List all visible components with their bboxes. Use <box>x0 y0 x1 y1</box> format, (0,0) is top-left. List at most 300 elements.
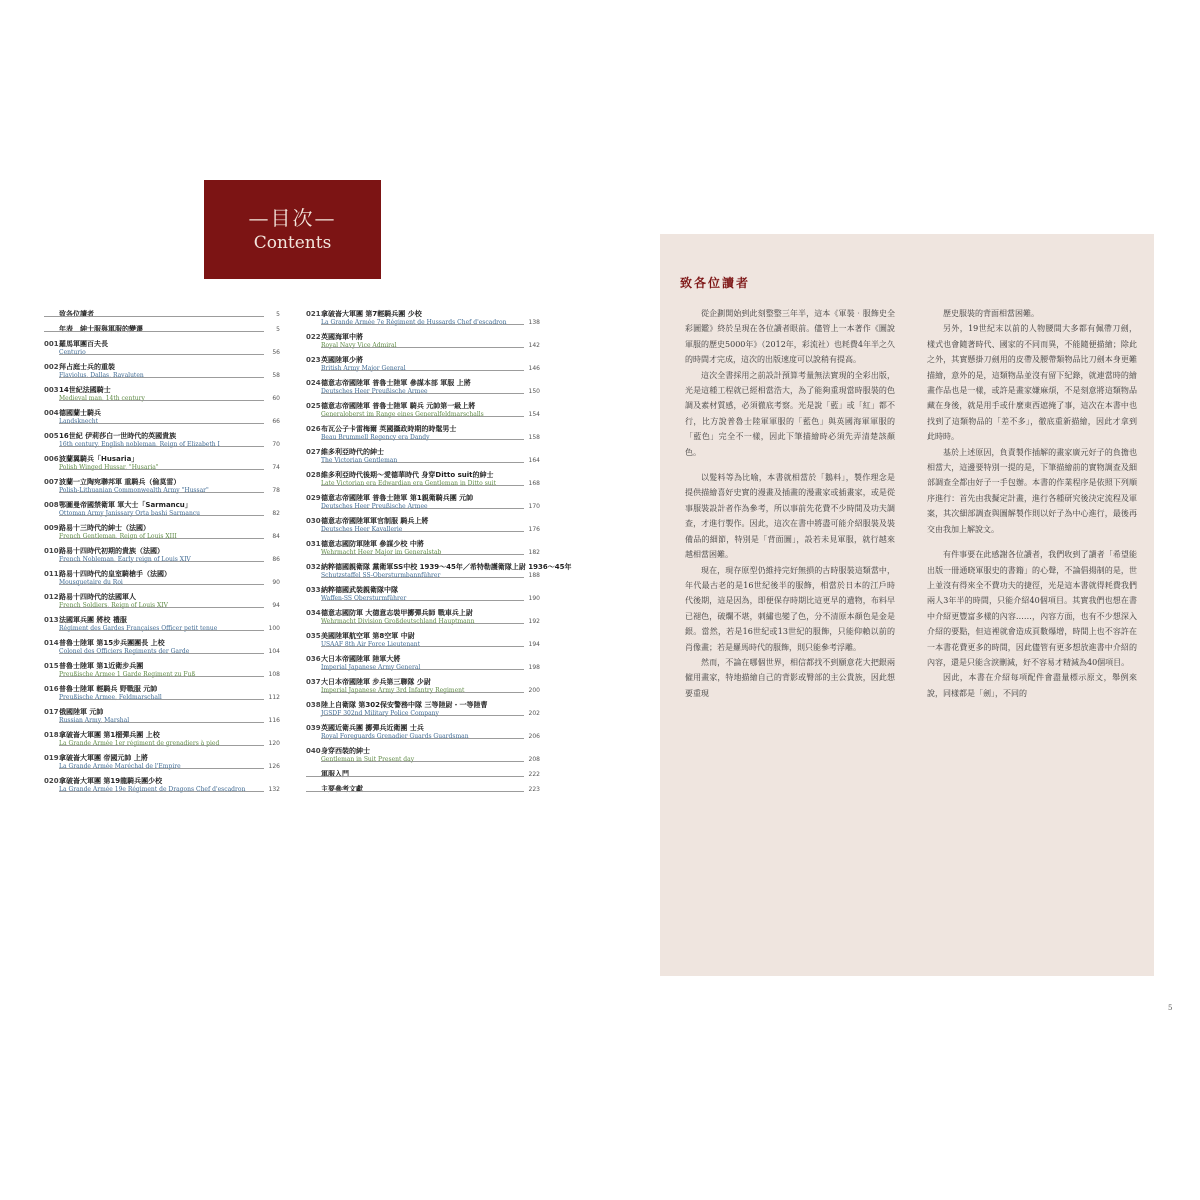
toc-leader-line <box>59 768 264 769</box>
toc-entry-number: 015 <box>44 662 59 670</box>
toc-entry-number: 022 <box>306 333 321 341</box>
toc-entry-subtitle: Centurio <box>59 349 86 356</box>
toc-entry-page: 120 <box>268 740 280 747</box>
toc-entry-page: 168 <box>528 480 540 487</box>
toc-leader-line <box>321 761 524 762</box>
reader-note-paragraph: 因此，本書在介紹每項配件會盡量標示原文，舉例來說，同樣都是「劍」，不同的 <box>927 673 1137 698</box>
toc-entry-page: 223 <box>528 786 540 793</box>
toc-entry-line <box>306 785 540 794</box>
toc-leader-line <box>59 400 264 401</box>
toc-leader-line <box>321 531 524 532</box>
contents-title-en: Contents <box>253 232 332 253</box>
toc-leader-line <box>59 492 264 493</box>
toc-column-left <box>44 310 280 800</box>
toc-entry-line <box>306 563 572 572</box>
reader-note-paragraph: 另外，19世紀末以前的人物腰間大多都有佩帶刀劍，樣式也會隨著時代、國家的不同而異，不能隨便描繪；除此之外，其實懸掛刀劍用的皮帶及腰帶類物品比刀劍本身更難描繪，意外的是，這類物品並沒有留下紀錄，就連當時的繪畫作品也是一樣，或許是畫家嫌麻煩，不是刻意將這類物品藏在身後，就是用手或什麼東西遮掩了事，這次在本書中也找到了這類物品的「差不多」，徹底重新描繪，因此才拿到此時時。 <box>927 324 1137 442</box>
toc-entry[interactable] <box>306 770 540 779</box>
toc-entry-page: 66 <box>272 418 280 425</box>
toc-entry-subtitle: Preußische Armee 1 Garde Regiment zu Fuß <box>59 671 196 678</box>
toc-leader-line <box>59 630 264 631</box>
toc-entry-subtitle: Polish Winged Hussar, "Husaria" <box>59 464 159 471</box>
toc-leader-line <box>321 577 524 578</box>
toc-entry-page: 132 <box>268 786 280 793</box>
toc-leader-line <box>59 446 264 447</box>
toc-column-right <box>306 310 572 800</box>
toc-entry-subtitle: Royal Foreguards Grenadier Guards Guardsman <box>321 733 469 740</box>
toc-entry-subtitle: Wehrmacht Heer Major im Generalstab <box>321 549 442 556</box>
toc-entry-subtitle: Polish-Lithuanian Commonwealth Army "Hussar" <box>59 487 209 494</box>
toc-entry-number: 036 <box>306 655 321 663</box>
contents-title-zh: —目次— <box>248 205 337 230</box>
toc-entry-line <box>306 448 540 457</box>
toc-entry-line <box>44 310 280 319</box>
toc-entry-subtitle: Wehrmacht Division Großdeutschland Hauptmann <box>321 618 475 625</box>
toc-entry-page: 5 <box>276 311 280 318</box>
toc-entry-line <box>44 340 280 349</box>
toc-entry[interactable] <box>306 785 540 794</box>
toc-leader-line <box>59 377 264 378</box>
toc-entry[interactable] <box>306 563 572 580</box>
toc-leader-line <box>44 316 264 317</box>
toc-entry-page: 190 <box>528 595 540 602</box>
toc-entry-page: 158 <box>528 434 540 441</box>
toc-entry-page: 112 <box>268 694 280 701</box>
toc-entry-title: 主要參考文獻 <box>321 785 363 793</box>
toc-entry[interactable] <box>44 432 280 449</box>
toc-entry-title: 路易十四時代的法國軍人 <box>59 593 136 601</box>
toc-leader-line <box>321 416 524 417</box>
toc-entry-line <box>306 471 540 480</box>
toc-entry-page: 126 <box>268 763 280 770</box>
toc-entry-number: 020 <box>44 777 59 785</box>
toc-entry-line <box>306 425 540 434</box>
toc-entry-title: 波蘭一立陶宛聯邦軍 重騎兵（倫莫雷） <box>59 478 181 486</box>
toc-entry-title: 維多利亞時代的紳士 <box>321 448 384 456</box>
toc-entry[interactable] <box>306 609 540 626</box>
toc-entry[interactable] <box>44 616 280 633</box>
toc-entry-line <box>44 731 280 740</box>
toc-entry-page: 5 <box>276 326 280 333</box>
toc-entry-line <box>44 547 280 556</box>
toc-entry-subtitle: Ottoman Army Janissary Orta bashi Sarmancu <box>59 510 201 517</box>
toc-entry-number: 017 <box>44 708 59 716</box>
toc-entry-subtitle: La Grande Armée 1er régiment de grenadiers à pied <box>59 740 220 747</box>
toc-entry-page: 198 <box>528 664 540 671</box>
toc-entry-number: 030 <box>306 517 321 525</box>
toc-entry-page: 164 <box>528 457 540 464</box>
toc-entry-number: 009 <box>44 524 59 532</box>
toc-leader-line <box>321 393 524 394</box>
toc-leader-line <box>59 469 264 470</box>
toc-entry-line <box>44 432 280 441</box>
reader-note-paragraph: 有件事要在此感謝各位讀者，我們收到了讀者「希望能出版一冊通晓軍服史的書籍」的心聲，不論倡揚制的是，世上並沒有得來全不費功夫的捷徑，光是這本書就得耗費我們兩人3年半的時間，只能介紹40個項目。其實我們也想在書中介紹更豐富多樣的內容……，內容方面，也有不少想深入介紹的要點，但這裡就會造成頁數爆增，時間上也不容許在一本書花費更多的時間，因此儘管有更多想放進書中介紹的內容，還是只能含淚刪減，好不容易才精減為40個項目。 <box>927 550 1137 667</box>
toc-leader-line <box>59 584 264 585</box>
toc-entry-line <box>44 616 280 625</box>
toc-entry-title: 法國軍兵團 將校 禮服 <box>59 616 127 624</box>
toc-entry[interactable] <box>44 310 280 319</box>
toc-leader-line <box>306 791 524 792</box>
toc-entry[interactable] <box>44 593 280 610</box>
toc-entry-subtitle: La Grande Armée 7e Régiment de Hussards Chef d'escadron <box>321 319 507 326</box>
toc-entry-number: 028 <box>306 471 321 479</box>
toc-entry-line <box>44 478 280 487</box>
toc-entry[interactable] <box>44 731 280 748</box>
toc-entry[interactable] <box>306 471 540 488</box>
reader-note-heading: 致各位讀者 <box>680 276 751 290</box>
toc-entry-page: 188 <box>528 572 540 579</box>
toc-leader-line <box>59 607 264 608</box>
toc-leader-line <box>321 646 524 647</box>
toc-entry-line <box>44 777 280 786</box>
toc-entry-line <box>44 593 280 602</box>
toc-entry-line <box>44 501 280 510</box>
toc-entry-number: 032 <box>306 563 321 571</box>
reader-note-paragraph: 從企劃開始到此刻整整三年半，這本《軍裝‧服飾史全彩圖鑑》終於呈現在各位讀者眼前。儘管上一本著作《圖說 軍服的歷史5000年》（2012年，彩流社）也耗費4年半之久的時間才完成，這次的出版速度可以說稍有提高。 <box>685 309 895 365</box>
toc-entry-page: 176 <box>528 526 540 533</box>
toc-entry-title: 德意志國防軍陸軍 參謀少校 中將 <box>321 540 424 548</box>
toc-entry[interactable] <box>44 455 280 472</box>
toc-entry[interactable] <box>306 747 540 764</box>
toc-entry-page: 150 <box>528 388 540 395</box>
toc-entry-page: 108 <box>268 671 280 678</box>
toc-entry-subtitle: Late Victorian era Edwardian era Gentleman in Ditto suit <box>321 480 496 487</box>
toc-leader-line <box>59 538 264 539</box>
toc-entry-title: 拿破崙大軍團 第19龍騎兵團少校 <box>59 777 163 785</box>
toc-entry-subtitle: Beau Brummell Regency era Dandy <box>321 434 430 441</box>
toc-entry-line <box>306 655 540 664</box>
toc-entry-number: 029 <box>306 494 321 502</box>
toc-entry-title: 俄國陸軍 元帥 <box>59 708 104 716</box>
toc-entry-page: 192 <box>528 618 540 625</box>
toc-entry-number: 012 <box>44 593 59 601</box>
toc-entry-subtitle: Imperial Japanese Army General <box>321 664 421 671</box>
toc-leader-line <box>44 331 264 332</box>
toc-leader-line <box>321 324 524 325</box>
toc-entry-subtitle: Landsknecht <box>59 418 99 425</box>
toc-leader-line <box>59 423 264 424</box>
toc-entry-page: 70 <box>272 441 280 448</box>
toc-entry-subtitle: Russian Army, Marshal <box>59 717 130 724</box>
toc-entry-page: 100 <box>268 625 280 632</box>
toc-entry-subtitle: La Grande Armée Maréchal de l'Empire <box>59 763 181 770</box>
toc-entry-subtitle: Colonel des Officiers Regiments der Garde <box>59 648 190 655</box>
toc-entry-title: 布瓦公子卡雷梅爾 英國攝政時期的時髦男士 <box>321 425 457 433</box>
toc-entry-number: 027 <box>306 448 321 456</box>
toc-entry-title: 年表 紳士服與軍服的變遷 <box>59 325 143 333</box>
toc-entry-subtitle: Deutsches Heer Kavallerie <box>321 526 403 533</box>
toc-entry-number: 008 <box>44 501 59 509</box>
toc-entry-subtitle: Royal Navy Vice Admiral <box>321 342 397 349</box>
toc-entry-subtitle: French Soldiers, Reign of Louis XIV <box>59 602 168 609</box>
toc-entry-title: 陸上自衛隊 第302保安警務中隊 三等陸尉・一等陸曹 <box>321 701 488 709</box>
toc-entry-title: 德意志帝國陸軍 普魯士陸軍 第1親衛騎兵團 元帥 <box>321 494 474 502</box>
toc-entry-page: 154 <box>528 411 540 418</box>
toc-entry-page: 202 <box>528 710 540 717</box>
toc-entry-page: 146 <box>528 365 540 372</box>
toc-leader-line <box>59 354 264 355</box>
toc-entry-title: 納粹德國親衛隊 黨衛軍SS中校 1939～45年／希特勒護衛隊上尉 1936～45年 <box>321 563 572 571</box>
reader-note-panel <box>660 234 1154 976</box>
toc-entry-page: 90 <box>272 579 280 586</box>
toc-entry-subtitle: British Army Major General <box>321 365 406 372</box>
toc-entry-page: 104 <box>268 648 280 655</box>
toc-entry-line <box>44 409 280 418</box>
toc-entry-title: 普魯士陸軍 第15步兵團團長 上校 <box>59 639 165 647</box>
toc-entry-title: 普魯士陸軍 輕騎兵 野戰服 元帥 <box>59 685 158 693</box>
toc-leader-line <box>59 515 264 516</box>
reader-note-paragraph: 這次全書採用之前設計預算考量無法實現的全彩出版，光是這種工程就已經相當浩大，為了能夠重現當時服裝的色調及素材質感，必須徹底考察。光是說「藍」或「紅」都不行，比方說普魯士陸軍軍服的「藍色」與英國海軍軍服的「藍色」完全不一樣，因此下筆描繪時必須先弄清楚該顏色。 <box>685 370 895 457</box>
toc-entry[interactable] <box>306 402 540 419</box>
toc-entry-subtitle: French Nobleman, Early reign of Louis XIV <box>59 556 191 563</box>
toc-entry-number: 040 <box>306 747 321 755</box>
toc-entry-subtitle: La Grande Armée 19e Régiment de Dragons Chef d'escadron <box>59 786 246 793</box>
toc-entry-subtitle: USAAF 8th Air Force Lieutenant <box>321 641 421 648</box>
toc-entry-title: 路易十四時代的皇室騎槍手（法國） <box>59 570 171 578</box>
toc-entry-subtitle: Schutzstaffel SS-Obersturmbannführer <box>321 572 441 579</box>
toc-entry-line <box>44 325 280 334</box>
toc-entry-page: 94 <box>272 602 280 609</box>
toc-leader-line <box>321 485 524 486</box>
toc-entry[interactable] <box>44 325 280 334</box>
toc-entry-number: 011 <box>44 570 59 578</box>
toc-entry-title: 16世紀 伊莉莎白一世時代的英國貴族 <box>59 432 177 440</box>
toc-entry[interactable] <box>306 425 540 442</box>
toc-entry-number: 033 <box>306 586 321 594</box>
toc-entry-title: 普魯士陸軍 第1近衛步兵團 <box>59 662 144 670</box>
toc-entry[interactable] <box>44 501 280 518</box>
toc-entry-page: 60 <box>272 395 280 402</box>
toc-entry-number: 038 <box>306 701 321 709</box>
toc-entry-title: 英國近衛兵團 擲彈兵近衛團 士兵 <box>321 724 424 732</box>
toc-entry-title: 路易十四時代初期的貴族（法國） <box>59 547 164 555</box>
toc-entry-number: 002 <box>44 363 59 371</box>
toc-leader-line <box>321 692 524 693</box>
toc-entry-number: 037 <box>306 678 321 686</box>
toc-entry-title: 德意志帝國陸軍軍官制服 騎兵上將 <box>321 517 429 525</box>
toc-entry-title: 維多利亞時代後期～愛德華時代 身穿Ditto suit的紳士 <box>321 471 494 479</box>
toc-entry[interactable] <box>306 724 540 741</box>
toc-entry-page: 84 <box>272 533 280 540</box>
toc-entry-line <box>306 494 540 503</box>
toc-entry[interactable] <box>44 478 280 495</box>
toc-entry-title: 英國陸軍少將 <box>321 356 363 364</box>
toc-entry[interactable] <box>44 409 280 426</box>
toc-entry-line <box>44 570 280 579</box>
toc-entry-line <box>306 678 540 687</box>
toc-leader-line <box>321 623 524 624</box>
toc-entry-number: 016 <box>44 685 59 693</box>
toc-entry-number: 023 <box>306 356 321 364</box>
toc-entry-line <box>44 363 280 372</box>
toc-entry[interactable] <box>306 632 540 649</box>
toc-entry[interactable] <box>44 340 280 357</box>
toc-entry-title: 路易十三時代的紳士（法國） <box>59 524 150 532</box>
toc-entry-title: 德國蘭士騎兵 <box>59 409 101 417</box>
toc-entry[interactable] <box>44 547 280 564</box>
toc-entry-page: 194 <box>528 641 540 648</box>
toc-entry[interactable] <box>44 524 280 541</box>
reader-note-column-1 <box>685 306 895 701</box>
toc-entry-subtitle: The Victorian Gentleman <box>321 457 398 464</box>
toc-leader-line <box>59 745 264 746</box>
toc-entry-line <box>306 632 540 641</box>
toc-entry-title: 羅馬軍團百夫長 <box>59 340 108 348</box>
toc-entry-subtitle: Deutsches Heer Preußische Armee <box>321 388 428 395</box>
toc-entry-title: 拿破崙大軍團 帝國元帥 上將 <box>59 754 148 762</box>
toc-entry-number: 034 <box>306 609 321 617</box>
toc-entry-number: 031 <box>306 540 321 548</box>
toc-entry-number: 026 <box>306 425 321 433</box>
toc-entry[interactable] <box>44 777 280 794</box>
toc-entry-line <box>306 609 540 618</box>
toc-entry[interactable] <box>44 662 280 679</box>
toc-entry-title: 德意志國防軍 大德意志裝甲擲彈兵師 戰車兵上尉 <box>321 609 473 617</box>
toc-leader-line <box>321 370 524 371</box>
toc-entry-page: 56 <box>272 349 280 356</box>
toc-entry-line <box>306 517 540 526</box>
toc-entry[interactable] <box>306 333 540 350</box>
toc-entry[interactable] <box>306 678 540 695</box>
toc-entry-number: 019 <box>44 754 59 762</box>
toc-entry-title: 英國海軍中將 <box>321 333 363 341</box>
toc-entry-title: 拿破崙大軍團 第7輕騎兵團 少校 <box>321 310 422 318</box>
toc-entry-line <box>306 701 540 710</box>
toc-leader-line <box>59 791 264 792</box>
toc-entry-page: 138 <box>528 319 540 326</box>
toc-entry[interactable] <box>44 363 280 380</box>
toc-entry-number: 039 <box>306 724 321 732</box>
reader-note-paragraph: 然而，不論在哪個世界，相信都找不到願意花大把銀兩僱用畫家，特地描繪自己的背影或臀部的主公貴族，因此想要重現 <box>685 657 895 698</box>
toc-entry-line <box>44 524 280 533</box>
contents-banner <box>204 180 381 279</box>
toc-leader-line <box>321 715 524 716</box>
toc-entry[interactable] <box>306 655 540 672</box>
toc-leader-line <box>59 653 264 654</box>
toc-entry-title: 拿破崙大軍團 第1榴彈兵團 上校 <box>59 731 160 739</box>
toc-entry-number: 004 <box>44 409 59 417</box>
toc-entry[interactable] <box>306 310 540 327</box>
toc-entry-title: 德意志帝國陸軍 普魯士陸軍 參謀本部 軍服 上將 <box>321 379 471 387</box>
toc-leader-line <box>321 508 524 509</box>
toc-entry-number: 025 <box>306 402 321 410</box>
toc-entry[interactable] <box>44 639 280 656</box>
toc-entry-page: 82 <box>272 510 280 517</box>
toc-entry-number: 035 <box>306 632 321 640</box>
toc-entry-line <box>44 754 280 763</box>
toc-leader-line <box>321 554 524 555</box>
toc-leader-line <box>59 699 264 700</box>
toc-entry-number: 006 <box>44 455 59 463</box>
toc-entry[interactable] <box>306 379 540 396</box>
toc-entry[interactable] <box>306 448 540 465</box>
toc-entry-line <box>306 724 540 733</box>
toc-entry-number: 014 <box>44 639 59 647</box>
toc-entry[interactable] <box>306 701 540 718</box>
toc-entry-title: 大日本帝國陸軍 步兵第三聯隊 少尉 <box>321 678 431 686</box>
toc-entry-line <box>306 310 540 319</box>
toc-entry-subtitle: Preußische Armee, Feldmarschall <box>59 694 162 701</box>
toc-entry-line <box>306 379 540 388</box>
toc-entry-page: 116 <box>268 717 280 724</box>
toc-entry-number: 021 <box>306 310 321 318</box>
toc-leader-line <box>321 462 524 463</box>
toc-entry-subtitle: Mousquetaire du Roi <box>59 579 123 586</box>
toc-entry-title: 美國陸軍航空軍 第8空軍 中尉 <box>321 632 415 640</box>
toc-entry-title: 大日本帝國陸軍 陸軍大將 <box>321 655 401 663</box>
toc-entry-number: 013 <box>44 616 59 624</box>
toc-entry-line <box>44 662 280 671</box>
toc-leader-line <box>321 600 524 601</box>
toc-entry-page: 182 <box>528 549 540 556</box>
toc-entry-title: 身穿西裝的紳士 <box>321 747 370 755</box>
toc-entry-subtitle: 16th century, English nobleman, Reign of Elizabeth I <box>59 441 220 448</box>
toc-entry-line <box>306 586 540 595</box>
toc-entry[interactable] <box>44 570 280 587</box>
toc-entry[interactable] <box>306 586 540 603</box>
toc-entry-line <box>306 540 540 549</box>
page-number: 5 <box>1168 1004 1173 1012</box>
toc-leader-line <box>321 738 524 739</box>
toc-entry-title: 致各位讀者 <box>59 310 94 318</box>
toc-entry[interactable] <box>44 754 280 771</box>
toc-entry-line <box>44 386 280 395</box>
reader-note-paragraph: 以髮料等為比喻，本書就相當於「鵝料」，製作理念是提供描繪喜好史實的漫畫及插畫的漫畫家或插畫家，或是從事服裝設計者作為參考，所以事前先花費不少時間及功夫調查，才進行製作。因此，這次在書中將盡可能介紹服裝及裝備品的細節，特別是「背面圖」，設若未見軍服，就行越來越相當困難。 <box>685 473 895 560</box>
toc-entry-subtitle: JGSDF 302nd Military Police Company <box>321 710 439 717</box>
toc-entry[interactable] <box>306 356 540 373</box>
toc-entry-line <box>44 455 280 464</box>
toc-entry-page: 142 <box>528 342 540 349</box>
toc-entry[interactable] <box>44 708 280 725</box>
toc-entry-subtitle: Régiment des Gardes Françaises Officer petit tenue <box>59 625 218 632</box>
toc-entry[interactable] <box>44 685 280 702</box>
toc-leader-line <box>321 439 524 440</box>
toc-entry-page: 58 <box>272 372 280 379</box>
toc-entry-subtitle: Waffen-SS Obersturmführer <box>321 595 407 602</box>
toc-entry-number: 005 <box>44 432 59 440</box>
toc-entry-subtitle: French Gentleman, Reign of Louis XIII <box>59 533 177 540</box>
reader-note-paragraph: 歷史服裝的背面相當困難。 <box>943 309 1039 318</box>
toc-leader-line <box>59 722 264 723</box>
reader-note-column-2 <box>927 306 1137 701</box>
toc-entry-line <box>306 747 540 756</box>
toc-entry-page: 170 <box>528 503 540 510</box>
toc-entry-page: 200 <box>528 687 540 694</box>
toc-entry-subtitle: Imperial Japanese Army 3rd Infantry Regiment <box>321 687 465 694</box>
toc-entry-title: 拜占庭士兵的重裝 <box>59 363 115 371</box>
reader-note-paragraph: 現在，現存原型仍維持完好無損的古時服裝這類當中，年代最古老的是16世紀後半的服飾，相當於日本的江戶時代後期，這是因為，即便保存時期比這更早的遺物，布料早已褪色，破爛不堪，刺繡也變了色，分不清原本顏色是金是銀。當然，若是16世紀或13世紀的服飾，只能仰賴以前的肖像畫；若是羅馬時代的服飾，則只能參考浮雕。 <box>685 565 895 652</box>
toc-entry-number: 024 <box>306 379 321 387</box>
toc-entry-page: 222 <box>528 771 540 778</box>
toc-entry-title: 鄂圖曼帝國禁衛軍 軍大士「Sarmancu」 <box>59 501 192 509</box>
toc-entry[interactable] <box>44 386 280 403</box>
toc-entry-subtitle: Flaviolus, Dallas, Ravaluten <box>59 372 144 379</box>
toc-entry-page: 208 <box>528 756 540 763</box>
toc-entry-title: 14世紀法國騎士 <box>59 386 111 394</box>
toc-entry-number: 018 <box>44 731 59 739</box>
toc-entry-line <box>306 356 540 365</box>
toc-entry-number: 010 <box>44 547 59 555</box>
toc-entry[interactable] <box>306 540 540 557</box>
toc-entry-subtitle: Generaloberst im Range eines Generalfeldmarschalls <box>321 411 484 418</box>
toc-entry-page: 74 <box>272 464 280 471</box>
toc-entry-subtitle: Deutsches Heer Preußische Armee <box>321 503 428 510</box>
toc-entry-page: 78 <box>272 487 280 494</box>
toc-entry[interactable] <box>306 517 540 534</box>
toc-entry[interactable] <box>306 494 540 511</box>
toc-entry-line <box>44 639 280 648</box>
toc-entry-page: 86 <box>272 556 280 563</box>
toc-entry-line <box>44 685 280 694</box>
